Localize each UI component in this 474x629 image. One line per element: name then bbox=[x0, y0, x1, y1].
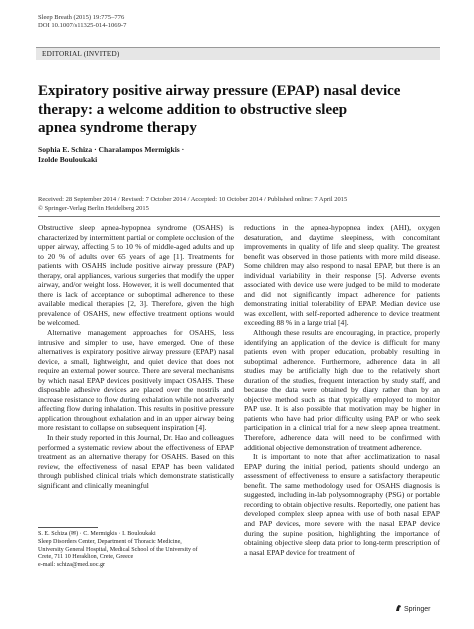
footnote-line: University General Hospital, Medical School of the University of bbox=[38, 546, 198, 553]
footnote-line: Crete, 711 10 Heraklion, Crete, Greece bbox=[38, 554, 134, 561]
doi: DOI 10.1007/s11325-014-1069-7 bbox=[38, 22, 127, 30]
paragraph: reductions in the apnea-hypopnea index (AHI), oxygen desaturation, and daytime sleepiness, with concomitant improvements in quality of life and sleep quality. The greatest benefit was observed in those patients with more mild disease. Some children may also respond to nasal EPAP, but there is an individual variability in their response [5]. Adverse events associated with device use were judged to be mild to moderate and did not significantly impact adherence for patients demonstrating initial tolerability of EPAP. Median device use was excellent, with self-reported adherence to device treatment exceeding 88 % in a large trial [4]. bbox=[244, 223, 440, 328]
publisher-name: Springer bbox=[404, 606, 431, 613]
title-line: Expiratory positive airway pressure (EPAP) nasal device bbox=[38, 83, 401, 99]
springer-horse-icon bbox=[395, 604, 402, 612]
section-label: EDITORIAL (INVITED) bbox=[42, 49, 120, 58]
title-line: apnea syndrome therapy bbox=[38, 120, 197, 136]
authors-line: Izolde Bouloukaki bbox=[38, 155, 98, 164]
footnote-divider bbox=[38, 527, 98, 528]
paragraph: In their study reported in this Journal, Dr. Hao and colleagues performed a systematic review about the effectiveness of EPAP treatment as an alternative therapy for OSAHS. Based on this review, the effectiveness of nasal EPAP has been validated through published clinical trials which demonstrate statistically significant and clinically meaningful bbox=[38, 433, 234, 490]
right-column bbox=[244, 223, 440, 557]
left-column bbox=[38, 223, 234, 490]
section-banner bbox=[36, 47, 440, 60]
authors bbox=[38, 145, 184, 165]
footnote-line: S. E. Schiza (✉) · C. Mermigkis · I. Bouloukaki bbox=[38, 531, 156, 537]
title-line: therapy: a welcome addition to obstructive sleep bbox=[38, 101, 348, 118]
authors-line: Sophia E. Schiza · Charalampos Mermigkis · bbox=[38, 145, 185, 154]
copyright-line: © Springer-Verlag Berlin Heidelberg 2015 bbox=[38, 204, 149, 212]
paragraph: It is important to note that after acclimatization to nasal EPAP during the initial period, patients should undergo an assessment of effectiveness to ensure a satisfactory therapeutic benefit. The same methodology used for OSAHS diagnosis is suggested, including in-lab polysomnography (PSG) or portable recording to obtain objective results. Reportedly, one patient has developed complex sleep apnea with use of both nasal EPAP and PAP devices, more severe with the nasal EPAP device during the supine position, highlighting the importance of obtaining objective sleep data prior to long-term prescription of a nasal EPAP device for treatment of bbox=[244, 452, 440, 557]
publication-dates bbox=[38, 196, 347, 213]
journal-citation: Sleep Breath (2015) 19:775–776 bbox=[38, 14, 125, 21]
paragraph: Obstructive sleep apnea-hypopnea syndrome (OSAHS) is characterized by intermittent partial or complete occlusion of the upper airway, affecting 5 to 10 % of middle-aged adults and up to 20 % of adults over 65 years of age [1]. Treatments for patients with OSAHS include positive airway pressure (PAP) therapy, oral appliances, various surgeries that modify the upper airway, and/or weight loss. However, it is well documented that there is lack of acceptance or suboptimal adherence to these available medical therapies [2, 3]. Therefore, given the high prevalence of OSAHS, new effective treatment options would be welcomed. bbox=[38, 223, 234, 328]
journal-info bbox=[38, 14, 126, 31]
publisher-logo bbox=[395, 604, 430, 613]
paragraph: Alternative management approaches for OSAHS, less intrusive and simpler to use, have emerged. One of these alternatives is expiratory positive airway pressure (EPAP) nasal device, a small, lightweight, and quiet device that does not require an external power source. There are several mechanisms by which nasal EPAP devices positively impact OSAHS. These disposable adhesive devices are placed over the nostrils and increase resistance to flow during exhalation while not adversely affecting flow during inhalation. This results in positive pressure application throughout exhalation and in an upper airway being more resistant to collapse on subsequent inspiration [4]. bbox=[38, 328, 234, 433]
article-title bbox=[38, 82, 438, 138]
email-line: e-mail: schiza@med.uoc.gr bbox=[38, 562, 106, 569]
paragraph: Although these results are encouraging, in practice, properly identifying an application of the device is difficult for many patients even with proper education, probably resulting in suboptimal adherence. Furthermore, adherence data in all studies may be artificially high due to the relatively short duration of the studies, frequent interaction by study staff, and because the data were obtained by diary rather than by an objective method such as that typically employed to monitor PAP use. It is also possible that motivation may be higher in patients who have had prior difficulty using PAP or who seek participation in a clinical trial for a new sleep apnea treatment. Therefore, adherence data will need to be confirmed with additional objective demonstration of treatment adherence. bbox=[244, 328, 440, 452]
author-affiliation bbox=[38, 531, 234, 570]
header-divider bbox=[38, 216, 440, 217]
footnote-line: Sleep Disorders Center, Department of Thoracic Medicine, bbox=[38, 538, 182, 545]
dates-line: Received: 28 September 2014 / Revised: 7 October 2014 / Accepted: 10 October 2014 / Published online: 7 April 2015 bbox=[38, 196, 348, 203]
